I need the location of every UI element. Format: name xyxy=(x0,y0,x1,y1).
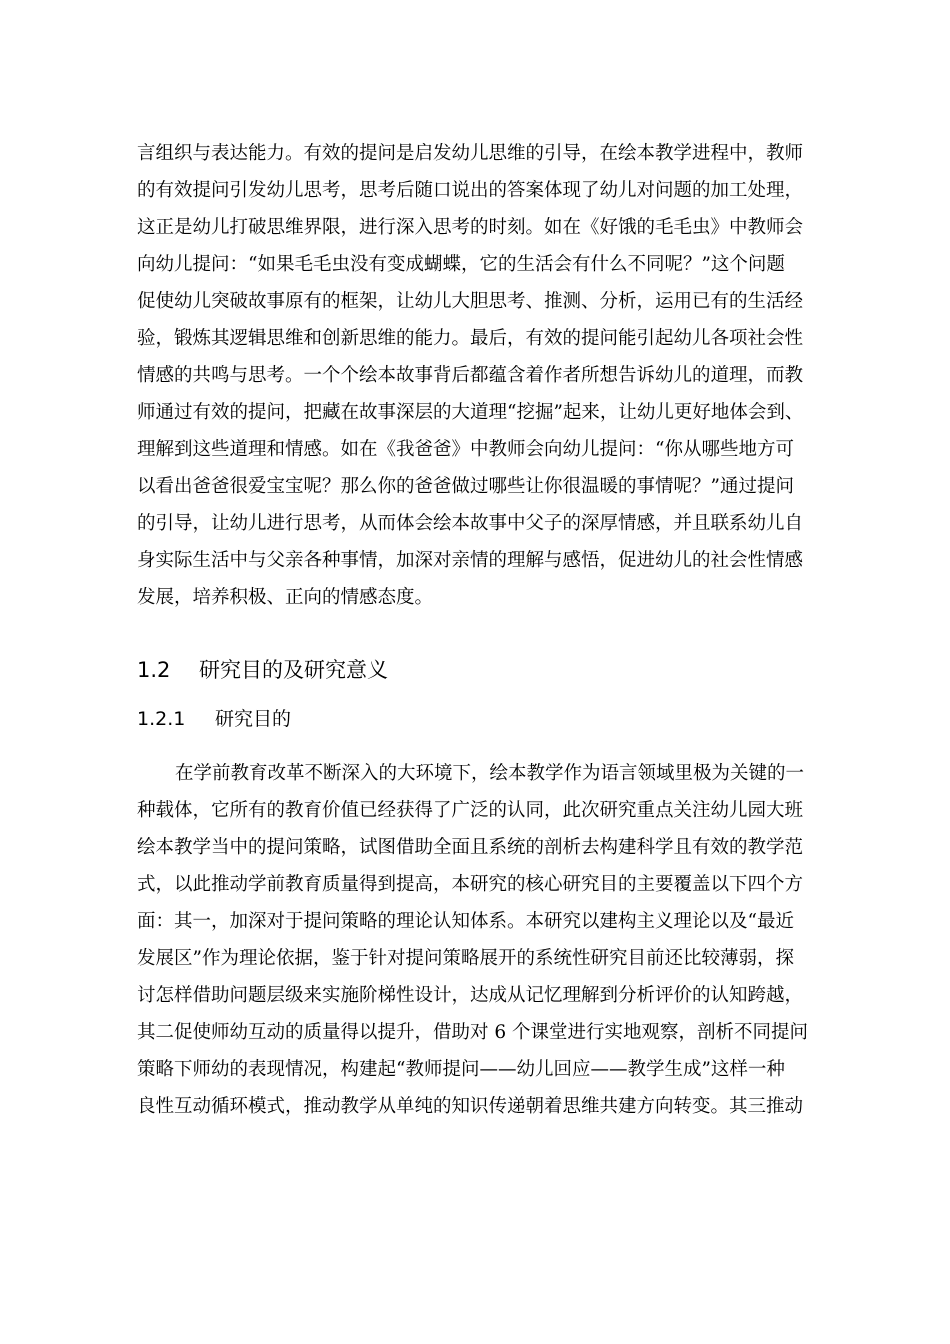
subsection-title: 研究目的 xyxy=(215,708,292,730)
subsection-number: 1.2.1 xyxy=(137,708,186,730)
paragraph-line: 发展区”作为理论依据，鉴于针对提问策略展开的系统性研究目前还比较薄弱，探 xyxy=(137,948,794,969)
subsection-heading xyxy=(137,706,291,732)
paragraph-line: 情感的共鸣与思考。一个个绘本故事背后都蕴含着作者所想告诉幼儿的道理，而教 xyxy=(137,365,804,386)
paragraph-line: 讨怎样借助问题层级来实施阶梯性设计，达成从记忆理解到分析评价的认知跨越， xyxy=(137,985,804,1006)
paragraph-line: 种载体，它所有的教育价值已经获得了广泛的认同，此次研究重点关注幼儿园大班 xyxy=(137,800,804,821)
section-title: 研究目的及研究意义 xyxy=(199,658,388,682)
paragraph-line: 的有效提问引发幼儿思考，思考后随口说出的答案体现了幼儿对问题的加工处理， xyxy=(137,180,804,201)
paragraph-line: 良性互动循环模式，推动教学从单纯的知识传递朝着思维共建方向转变。其三推动 xyxy=(137,1096,804,1117)
section-heading xyxy=(137,656,388,684)
paragraph-line: 其二促使师幼互动的质量得以提升，借助对 6 个课堂进行实地观察，剖析不同提问 xyxy=(137,1022,809,1043)
paragraph-line: 以看出爸爸很爱宝宝呢？那么你的爸爸做过哪些让你很温暖的事情呢？”通过提问 xyxy=(137,476,794,497)
paragraph-line: 身实际生活中与父亲各种事情，加深对亲情的理解与感悟，促进幼儿的社会性情感 xyxy=(137,550,804,571)
paragraph-line: 的引导，让幼儿进行思考，从而体会绘本故事中父子的深厚情感，并且联系幼儿自 xyxy=(137,513,804,534)
section-number: 1.2 xyxy=(137,658,171,682)
paragraph-line: 这正是幼儿打破思维界限，进行深入思考的时刻。如在《好饿的毛毛虫》中教师会 xyxy=(137,217,804,238)
paragraph-line: 发展，培养积极、正向的情感态度。 xyxy=(137,587,434,608)
paragraph-line: 验，锻炼其逻辑思维和创新思维的能力。最后，有效的提问能引起幼儿各项社会性 xyxy=(137,328,804,349)
paragraph-line: 式，以此推动学前教育质量得到提高，本研究的核心研究目的主要覆盖以下四个方 xyxy=(137,874,804,895)
paragraph-line: 在学前教育改革不断深入的大环境下，绘本教学作为语言领域里极为关键的一 xyxy=(175,763,805,784)
paragraph-line: 绘本教学当中的提问策略，试图借助全面且系统的剖析去构建科学且有效的教学范 xyxy=(137,837,804,858)
paragraph-line: 促使幼儿突破故事原有的框架，让幼儿大胆思考、推测、分析，运用已有的生活经 xyxy=(137,291,804,312)
paragraph-line: 向幼儿提问：“如果毛毛虫没有变成蝴蝶，它的生活会有什么不同呢？”这个问题 xyxy=(137,254,785,275)
paragraph-line: 面：其一，加深对于提问策略的理论认知体系。本研究以建构主义理论以及“最近 xyxy=(137,911,794,932)
paragraph-line: 师通过有效的提问，把藏在故事深层的大道理“挖掘”起来，让幼儿更好地体会到、 xyxy=(137,402,804,423)
paragraph-line: 理解到这些道理和情感。如在《我爸爸》中教师会向幼儿提问：“你从哪些地方可 xyxy=(137,439,794,460)
paragraph-line: 策略下师幼的表现情况，构建起“教师提问——幼儿回应——教学生成”这样一种 xyxy=(137,1059,785,1080)
paragraph-line: 言组织与表达能力。有效的提问是启发幼儿思维的引导，在绘本教学进程中，教师 xyxy=(137,143,804,164)
